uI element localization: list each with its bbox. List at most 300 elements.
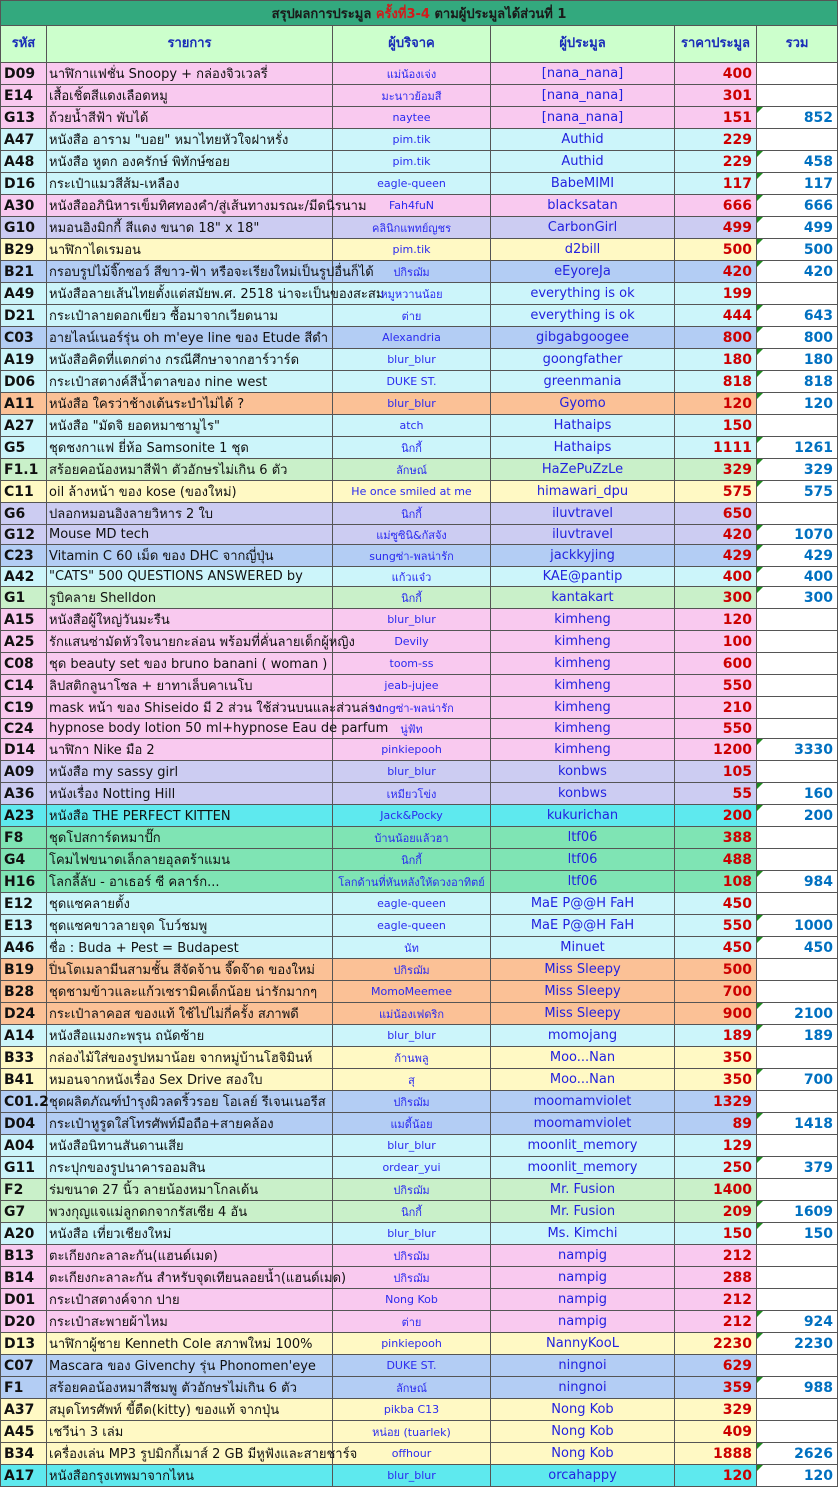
- table-row[interactable]: [1, 783, 838, 805]
- cell-donor[interactable]: atch: [333, 415, 491, 437]
- cell-total[interactable]: [757, 959, 838, 981]
- cell-donor[interactable]: เหมียวโข่ง: [333, 783, 491, 805]
- cell-total[interactable]: [757, 503, 838, 525]
- cell-code[interactable]: D06: [1, 371, 47, 393]
- cell-donor[interactable]: blur_blur: [333, 1025, 491, 1047]
- cell-bidder[interactable]: kimheng: [491, 719, 675, 739]
- cell-donor[interactable]: ต่าย: [333, 1311, 491, 1333]
- table-row[interactable]: [1, 151, 838, 173]
- cell-total[interactable]: [757, 827, 838, 849]
- cell-item[interactable]: หนังสือ ใครว่าช้างเต้นระบำไม่ได้ ?: [47, 393, 333, 415]
- cell-donor[interactable]: naytee: [333, 107, 491, 129]
- cell-donor[interactable]: toom-ss: [333, 653, 491, 675]
- cell-bidder[interactable]: kimheng: [491, 609, 675, 631]
- cell-item[interactable]: หนังสือคิดที่แตกต่าง กรณีศึกษาจากฮาร์วาร์ด: [47, 349, 333, 371]
- cell-donor[interactable]: ordear_yui: [333, 1157, 491, 1179]
- table-row[interactable]: [1, 63, 838, 85]
- cell-price[interactable]: 450: [675, 893, 757, 915]
- cell-donor[interactable]: pinkiepooh: [333, 1333, 491, 1355]
- cell-item[interactable]: หนังเรื่อง Notting Hill: [47, 783, 333, 805]
- table-row[interactable]: [1, 849, 838, 871]
- cell-price[interactable]: 229: [675, 151, 757, 173]
- cell-bidder[interactable]: momojang: [491, 1025, 675, 1047]
- cell-donor[interactable]: Fah4fuN: [333, 195, 491, 217]
- cell-donor[interactable]: He once smiled at me: [333, 481, 491, 503]
- cell-bidder[interactable]: iluvtravel: [491, 503, 675, 525]
- cell-bidder[interactable]: Minuet: [491, 937, 675, 959]
- cell-code[interactable]: A04: [1, 1135, 47, 1157]
- cell-code[interactable]: A45: [1, 1421, 47, 1443]
- cell-code[interactable]: A36: [1, 783, 47, 805]
- cell-donor[interactable]: นิกกี้: [333, 849, 491, 871]
- table-row[interactable]: [1, 739, 838, 761]
- cell-total[interactable]: 499: [757, 217, 838, 239]
- cell-total[interactable]: 180: [757, 349, 838, 371]
- table-row[interactable]: [1, 1201, 838, 1223]
- cell-item[interactable]: ปลอกหมอนอิงลายวิหาร 2 ใบ: [47, 503, 333, 525]
- cell-price[interactable]: 500: [675, 239, 757, 261]
- cell-total[interactable]: [757, 631, 838, 653]
- cell-price[interactable]: 210: [675, 697, 757, 719]
- cell-total[interactable]: [757, 1421, 838, 1443]
- table-row[interactable]: [1, 871, 838, 893]
- cell-item[interactable]: เสื้อเชิ้ตสีแดงเลือดหมู: [47, 85, 333, 107]
- cell-bidder[interactable]: nampig: [491, 1245, 675, 1267]
- cell-item[interactable]: หมอนจากหนังเรื่อง Sex Drive สองใบ: [47, 1069, 333, 1091]
- cell-price[interactable]: 189: [675, 1025, 757, 1047]
- cell-bidder[interactable]: kimheng: [491, 697, 675, 719]
- cell-bidder[interactable]: Hathaips: [491, 415, 675, 437]
- cell-code[interactable]: G1: [1, 587, 47, 609]
- cell-bidder[interactable]: Moo...Nan: [491, 1069, 675, 1091]
- cell-bidder[interactable]: KAE@pantip: [491, 567, 675, 587]
- cell-total[interactable]: [757, 1289, 838, 1311]
- cell-price[interactable]: 300: [675, 587, 757, 609]
- cell-price[interactable]: 1329: [675, 1091, 757, 1113]
- cell-bidder[interactable]: Miss Sleepy: [491, 1003, 675, 1025]
- cell-total[interactable]: 1418: [757, 1113, 838, 1135]
- table-row[interactable]: [1, 631, 838, 653]
- cell-total[interactable]: 988: [757, 1377, 838, 1399]
- cell-bidder[interactable]: Authid: [491, 151, 675, 173]
- cell-total[interactable]: 160: [757, 783, 838, 805]
- cell-total[interactable]: [757, 719, 838, 739]
- table-row[interactable]: [1, 85, 838, 107]
- cell-donor[interactable]: eagle-queen: [333, 173, 491, 195]
- cell-price[interactable]: 117: [675, 173, 757, 195]
- cell-code[interactable]: A23: [1, 805, 47, 827]
- table-row[interactable]: [1, 981, 838, 1003]
- cell-item[interactable]: โลกลี้ลับ - อาเธอร์ ซี คลาร์ก...: [47, 871, 333, 893]
- cell-code[interactable]: H16: [1, 871, 47, 893]
- cell-price[interactable]: 350: [675, 1069, 757, 1091]
- cell-item[interactable]: สร้อยคอน้องหมาสีชมพู ตัวอักษรไม่เกิน 6 ตัว: [47, 1377, 333, 1399]
- cell-total[interactable]: 818: [757, 371, 838, 393]
- cell-total[interactable]: [757, 1091, 838, 1113]
- cell-bidder[interactable]: Ms. Kimchi: [491, 1223, 675, 1245]
- cell-price[interactable]: 400: [675, 63, 757, 85]
- cell-donor[interactable]: blur_blur: [333, 609, 491, 631]
- cell-item[interactable]: หนังสือนิทานสันดานเสีย: [47, 1135, 333, 1157]
- table-row[interactable]: [1, 173, 838, 195]
- table-row[interactable]: [1, 261, 838, 283]
- cell-code[interactable]: D14: [1, 739, 47, 761]
- cell-price[interactable]: 429: [675, 545, 757, 567]
- cell-code[interactable]: D09: [1, 63, 47, 85]
- cell-total[interactable]: [757, 129, 838, 151]
- cell-total[interactable]: 2626: [757, 1443, 838, 1465]
- cell-item[interactable]: สร้อยคอน้องหมาสีฟ้า ตัวอักษรไม่เกิน 6 ตัว: [47, 459, 333, 481]
- cell-code[interactable]: A09: [1, 761, 47, 783]
- cell-bidder[interactable]: NannyKooL: [491, 1333, 675, 1355]
- cell-bidder[interactable]: [nana_nana]: [491, 85, 675, 107]
- cell-code[interactable]: A20: [1, 1223, 47, 1245]
- cell-total[interactable]: 3330: [757, 739, 838, 761]
- table-row[interactable]: [1, 1003, 838, 1025]
- cell-item[interactable]: hypnose body lotion 50 ml+hypnose Eau de parfum: [47, 719, 333, 739]
- cell-total[interactable]: [757, 415, 838, 437]
- cell-code[interactable]: C07: [1, 1355, 47, 1377]
- cell-bidder[interactable]: ltf06: [491, 827, 675, 849]
- cell-total[interactable]: 300: [757, 587, 838, 609]
- cell-code[interactable]: B14: [1, 1267, 47, 1289]
- cell-donor[interactable]: ปกิรฌัม: [333, 1179, 491, 1201]
- cell-bidder[interactable]: everything is ok: [491, 305, 675, 327]
- cell-bidder[interactable]: moomamviolet: [491, 1091, 675, 1113]
- cell-price[interactable]: 1888: [675, 1443, 757, 1465]
- cell-bidder[interactable]: Miss Sleepy: [491, 959, 675, 981]
- cell-code[interactable]: A11: [1, 393, 47, 415]
- cell-price[interactable]: 120: [675, 393, 757, 415]
- cell-item[interactable]: โคมไฟขนาดเล็กลายอุลตร้าแมน: [47, 849, 333, 871]
- table-row[interactable]: [1, 349, 838, 371]
- table-row[interactable]: [1, 195, 838, 217]
- cell-total[interactable]: [757, 1399, 838, 1421]
- cell-total[interactable]: [757, 1355, 838, 1377]
- cell-bidder[interactable]: Hathaips: [491, 437, 675, 459]
- table-row[interactable]: [1, 1289, 838, 1311]
- cell-item[interactable]: หมอนอิงมิกกี้ สีแดง ขนาด 18" x 18": [47, 217, 333, 239]
- cell-price[interactable]: 666: [675, 195, 757, 217]
- table-row[interactable]: [1, 1245, 838, 1267]
- cell-code[interactable]: D16: [1, 173, 47, 195]
- cell-total[interactable]: 2100: [757, 1003, 838, 1025]
- cell-item[interactable]: ลิปสติกลูนาโซล + ยาทาเล็บคาเนโบ: [47, 675, 333, 697]
- cell-bidder[interactable]: moonlit_memory: [491, 1135, 675, 1157]
- cell-price[interactable]: 150: [675, 1223, 757, 1245]
- cell-price[interactable]: 288: [675, 1267, 757, 1289]
- cell-price[interactable]: 89: [675, 1113, 757, 1135]
- cell-donor[interactable]: jeab-jujee: [333, 675, 491, 697]
- cell-donor[interactable]: หมูหวานน้อย: [333, 283, 491, 305]
- cell-total[interactable]: 575: [757, 481, 838, 503]
- cell-donor[interactable]: pim.tik: [333, 239, 491, 261]
- cell-price[interactable]: 550: [675, 915, 757, 937]
- cell-total[interactable]: 450: [757, 937, 838, 959]
- cell-bidder[interactable]: blacksatan: [491, 195, 675, 217]
- cell-item[interactable]: นาฬิกาไดเรมอน: [47, 239, 333, 261]
- cell-price[interactable]: 120: [675, 609, 757, 631]
- cell-donor[interactable]: แม่น้องเจ่ง: [333, 63, 491, 85]
- cell-item[interactable]: กระปุกของรูปนาคารออมสิน: [47, 1157, 333, 1179]
- cell-price[interactable]: 212: [675, 1311, 757, 1333]
- cell-total[interactable]: 700: [757, 1069, 838, 1091]
- cell-price[interactable]: 150: [675, 415, 757, 437]
- cell-price[interactable]: 212: [675, 1289, 757, 1311]
- cell-code[interactable]: D04: [1, 1113, 47, 1135]
- cell-code[interactable]: A15: [1, 609, 47, 631]
- cell-total[interactable]: [757, 283, 838, 305]
- cell-price[interactable]: 212: [675, 1245, 757, 1267]
- table-row[interactable]: [1, 393, 838, 415]
- table-row[interactable]: [1, 129, 838, 151]
- table-row[interactable]: [1, 609, 838, 631]
- table-row[interactable]: [1, 719, 838, 739]
- cell-price[interactable]: 600: [675, 653, 757, 675]
- cell-donor[interactable]: blur_blur: [333, 1223, 491, 1245]
- table-row[interactable]: [1, 1223, 838, 1245]
- cell-donor[interactable]: นิกกี้: [333, 1201, 491, 1223]
- cell-code[interactable]: A25: [1, 631, 47, 653]
- cell-price[interactable]: 488: [675, 849, 757, 871]
- cell-bidder[interactable]: kimheng: [491, 675, 675, 697]
- table-row[interactable]: [1, 305, 838, 327]
- cell-item[interactable]: ตะเกียงกะลาละกัน สำหรับจุดเทียนลอยน้ำ(แฮนด์เมด): [47, 1267, 333, 1289]
- cell-code[interactable]: B28: [1, 981, 47, 1003]
- cell-donor[interactable]: pim.tik: [333, 129, 491, 151]
- cell-donor[interactable]: Jack&Pocky: [333, 805, 491, 827]
- cell-item[interactable]: หนังสือ THE PERFECT KITTEN: [47, 805, 333, 827]
- cell-donor[interactable]: offhour: [333, 1443, 491, 1465]
- cell-bidder[interactable]: [nana_nana]: [491, 63, 675, 85]
- cell-bidder[interactable]: moomamviolet: [491, 1113, 675, 1135]
- cell-code[interactable]: B41: [1, 1069, 47, 1091]
- cell-total[interactable]: [757, 761, 838, 783]
- cell-item[interactable]: ชุดผลิตภัณฑ์บำรุงผิวลดริ้วรอย โอเลย์ รีเจนเนอรีส: [47, 1091, 333, 1113]
- cell-price[interactable]: 1111: [675, 437, 757, 459]
- cell-item[interactable]: เครื่องเล่น MP3 รูปมิกกี้เมาส์ 2 GB มีหูฟังและสายชาร์จ: [47, 1443, 333, 1465]
- cell-code[interactable]: C14: [1, 675, 47, 697]
- cell-donor[interactable]: blur_blur: [333, 393, 491, 415]
- cell-donor[interactable]: Devily: [333, 631, 491, 653]
- table-row[interactable]: [1, 805, 838, 827]
- cell-total[interactable]: 458: [757, 151, 838, 173]
- cell-price[interactable]: 55: [675, 783, 757, 805]
- cell-item[interactable]: รูบิคลาย Shelldon: [47, 587, 333, 609]
- cell-donor[interactable]: ปกิรฌัม: [333, 959, 491, 981]
- cell-price[interactable]: 199: [675, 283, 757, 305]
- cell-code[interactable]: F2: [1, 1179, 47, 1201]
- cell-donor[interactable]: ต่าย: [333, 305, 491, 327]
- cell-donor[interactable]: สุ: [333, 1069, 491, 1091]
- cell-bidder[interactable]: HaZePuZzLe: [491, 459, 675, 481]
- cell-code[interactable]: A30: [1, 195, 47, 217]
- cell-code[interactable]: G12: [1, 525, 47, 545]
- cell-donor[interactable]: ปกิรฌัม: [333, 1245, 491, 1267]
- cell-donor[interactable]: ปกิรฌัม: [333, 1267, 491, 1289]
- cell-donor[interactable]: sungซ่า-พลน่ารัก: [333, 545, 491, 567]
- table-row[interactable]: [1, 1047, 838, 1069]
- cell-code[interactable]: B19: [1, 959, 47, 981]
- cell-code[interactable]: D01: [1, 1289, 47, 1311]
- cell-donor[interactable]: นู่ฟัท: [333, 719, 491, 739]
- cell-bidder[interactable]: himawari_dpu: [491, 481, 675, 503]
- cell-item[interactable]: รักแสนซ่ามัดหัวใจนายกะล่อน พร้อมที่คั่นลายเด็กผู้หญิง: [47, 631, 333, 653]
- cell-price[interactable]: 200: [675, 805, 757, 827]
- cell-item[interactable]: Vitamin C 60 เม็ด ของ DHC จากญี่ปุ่น: [47, 545, 333, 567]
- cell-item[interactable]: พวงกุญแจแม่ลูกดกจากรัสเซีย 4 อัน: [47, 1201, 333, 1223]
- cell-code[interactable]: B34: [1, 1443, 47, 1465]
- cell-code[interactable]: F1.1: [1, 459, 47, 481]
- cell-bidder[interactable]: Mr. Fusion: [491, 1179, 675, 1201]
- cell-bidder[interactable]: CarbonGirl: [491, 217, 675, 239]
- cell-item[interactable]: นาฬิกา Nike มือ 2: [47, 739, 333, 761]
- cell-total[interactable]: 2230: [757, 1333, 838, 1355]
- cell-code[interactable]: D13: [1, 1333, 47, 1355]
- cell-price[interactable]: 800: [675, 327, 757, 349]
- cell-donor[interactable]: นิกกี้: [333, 503, 491, 525]
- cell-item[interactable]: สมุดโทรศัพท์ ขี้ตืด(kitty) ของแท้ จากปุ่น: [47, 1399, 333, 1421]
- cell-price[interactable]: 444: [675, 305, 757, 327]
- table-row[interactable]: [1, 1377, 838, 1399]
- cell-donor[interactable]: บ้านน้อยแล้วฮา: [333, 827, 491, 849]
- cell-item[interactable]: ชุด beauty set ของ bruno banani ( woman ): [47, 653, 333, 675]
- cell-donor[interactable]: แม่ซูซินิ&กัสจัง: [333, 525, 491, 545]
- cell-code[interactable]: G13: [1, 107, 47, 129]
- cell-bidder[interactable]: Mr. Fusion: [491, 1201, 675, 1223]
- cell-donor[interactable]: DUKE ST.: [333, 1355, 491, 1377]
- cell-total[interactable]: [757, 85, 838, 107]
- cell-total[interactable]: 379: [757, 1157, 838, 1179]
- table-row[interactable]: [1, 1267, 838, 1289]
- table-row[interactable]: [1, 1333, 838, 1355]
- cell-bidder[interactable]: kimheng: [491, 631, 675, 653]
- cell-bidder[interactable]: Nong Kob: [491, 1399, 675, 1421]
- cell-bidder[interactable]: kimheng: [491, 739, 675, 761]
- cell-price[interactable]: 499: [675, 217, 757, 239]
- cell-code[interactable]: C24: [1, 719, 47, 739]
- cell-code[interactable]: B21: [1, 261, 47, 283]
- cell-price[interactable]: 151: [675, 107, 757, 129]
- cell-bidder[interactable]: d2bill: [491, 239, 675, 261]
- cell-item[interactable]: ร่มขนาด 27 นิ้ว ลายน้องหมาโกลเด้น: [47, 1179, 333, 1201]
- cell-price[interactable]: 575: [675, 481, 757, 503]
- cell-price[interactable]: 180: [675, 349, 757, 371]
- table-row[interactable]: [1, 915, 838, 937]
- cell-price[interactable]: 818: [675, 371, 757, 393]
- table-row[interactable]: [1, 1443, 838, 1465]
- table-row[interactable]: [1, 761, 838, 783]
- cell-bidder[interactable]: jackkyjing: [491, 545, 675, 567]
- cell-total[interactable]: [757, 981, 838, 1003]
- cell-price[interactable]: 500: [675, 959, 757, 981]
- cell-price[interactable]: 359: [675, 1377, 757, 1399]
- cell-total[interactable]: 666: [757, 195, 838, 217]
- cell-code[interactable]: A14: [1, 1025, 47, 1047]
- cell-item[interactable]: หนังสือ "มัดจิ ยอดหมาซามูไร": [47, 415, 333, 437]
- table-row[interactable]: [1, 893, 838, 915]
- cell-code[interactable]: A37: [1, 1399, 47, 1421]
- table-row[interactable]: [1, 675, 838, 697]
- cell-code[interactable]: C03: [1, 327, 47, 349]
- cell-code[interactable]: C23: [1, 545, 47, 567]
- cell-bidder[interactable]: nampig: [491, 1267, 675, 1289]
- cell-code[interactable]: C19: [1, 697, 47, 719]
- cell-price[interactable]: 209: [675, 1201, 757, 1223]
- cell-bidder[interactable]: orcahappy: [491, 1465, 675, 1487]
- cell-donor[interactable]: Alexandria: [333, 327, 491, 349]
- cell-donor[interactable]: แม่น้องเฟดริก: [333, 1003, 491, 1025]
- cell-code[interactable]: B13: [1, 1245, 47, 1267]
- cell-donor[interactable]: blur_blur: [333, 1465, 491, 1487]
- cell-price[interactable]: 250: [675, 1157, 757, 1179]
- cell-item[interactable]: กล่องไม้ใส่ของรูปหมาน้อย จากหมู่บ้านโฮจิมินห์: [47, 1047, 333, 1069]
- cell-price[interactable]: 329: [675, 459, 757, 481]
- cell-bidder[interactable]: ltf06: [491, 849, 675, 871]
- cell-donor[interactable]: ก้านพลู: [333, 1047, 491, 1069]
- cell-item[interactable]: อายไลน์เนอร์รุ่น oh m'eye line ของ Etude สีดำ: [47, 327, 333, 349]
- cell-bidder[interactable]: BabeMIMI: [491, 173, 675, 195]
- cell-bidder[interactable]: nampig: [491, 1311, 675, 1333]
- cell-total[interactable]: [757, 653, 838, 675]
- cell-price[interactable]: 100: [675, 631, 757, 653]
- cell-total[interactable]: 800: [757, 327, 838, 349]
- cell-bidder[interactable]: MaE P@@H FaH: [491, 893, 675, 915]
- cell-donor[interactable]: หน่อย (tuarlek): [333, 1421, 491, 1443]
- table-row[interactable]: [1, 959, 838, 981]
- cell-item[interactable]: หนังสือผู้ใหญ่วันมะรืน: [47, 609, 333, 631]
- table-row[interactable]: [1, 545, 838, 567]
- cell-code[interactable]: A47: [1, 129, 47, 151]
- cell-total[interactable]: 429: [757, 545, 838, 567]
- cell-donor[interactable]: MomoMeemee: [333, 981, 491, 1003]
- cell-donor[interactable]: blur_blur: [333, 1135, 491, 1157]
- cell-code[interactable]: D20: [1, 1311, 47, 1333]
- cell-bidder[interactable]: nampig: [491, 1289, 675, 1311]
- cell-total[interactable]: 1609: [757, 1201, 838, 1223]
- cell-bidder[interactable]: Gyomo: [491, 393, 675, 415]
- table-row[interactable]: [1, 567, 838, 587]
- cell-code[interactable]: E12: [1, 893, 47, 915]
- cell-total[interactable]: 643: [757, 305, 838, 327]
- cell-total[interactable]: [757, 1245, 838, 1267]
- cell-bidder[interactable]: eEyoreJa: [491, 261, 675, 283]
- cell-price[interactable]: 420: [675, 261, 757, 283]
- cell-donor[interactable]: eagle-queen: [333, 893, 491, 915]
- table-row[interactable]: [1, 459, 838, 481]
- cell-bidder[interactable]: iluvtravel: [491, 525, 675, 545]
- cell-item[interactable]: oil ล้างหน้า ของ kose (ของใหม่): [47, 481, 333, 503]
- cell-bidder[interactable]: moonlit_memory: [491, 1157, 675, 1179]
- cell-code[interactable]: A49: [1, 283, 47, 305]
- table-row[interactable]: [1, 481, 838, 503]
- cell-total[interactable]: 400: [757, 567, 838, 587]
- cell-code[interactable]: C01.2: [1, 1091, 47, 1113]
- cell-bidder[interactable]: kukurichan: [491, 805, 675, 827]
- cell-code[interactable]: D21: [1, 305, 47, 327]
- cell-code[interactable]: G7: [1, 1201, 47, 1223]
- cell-item[interactable]: mask หน้า ของ Shiseido มี 2 ส่วน ใช้ส่วนบนและส่วนล่าง: [47, 697, 333, 719]
- cell-code[interactable]: C11: [1, 481, 47, 503]
- cell-price[interactable]: 2230: [675, 1333, 757, 1355]
- cell-item[interactable]: ปิ่นโตเมลามีนสามชั้น สีจัดจ้าน จี๊ดจ๊าด ของใหม่: [47, 959, 333, 981]
- cell-bidder[interactable]: ltf06: [491, 871, 675, 893]
- cell-item[interactable]: หนังสือ เที่ยวเชียงใหม่: [47, 1223, 333, 1245]
- table-row[interactable]: [1, 937, 838, 959]
- table-row[interactable]: [1, 437, 838, 459]
- cell-item[interactable]: ชุดโปสการ์ดหมาปั๊ก: [47, 827, 333, 849]
- table-row[interactable]: [1, 503, 838, 525]
